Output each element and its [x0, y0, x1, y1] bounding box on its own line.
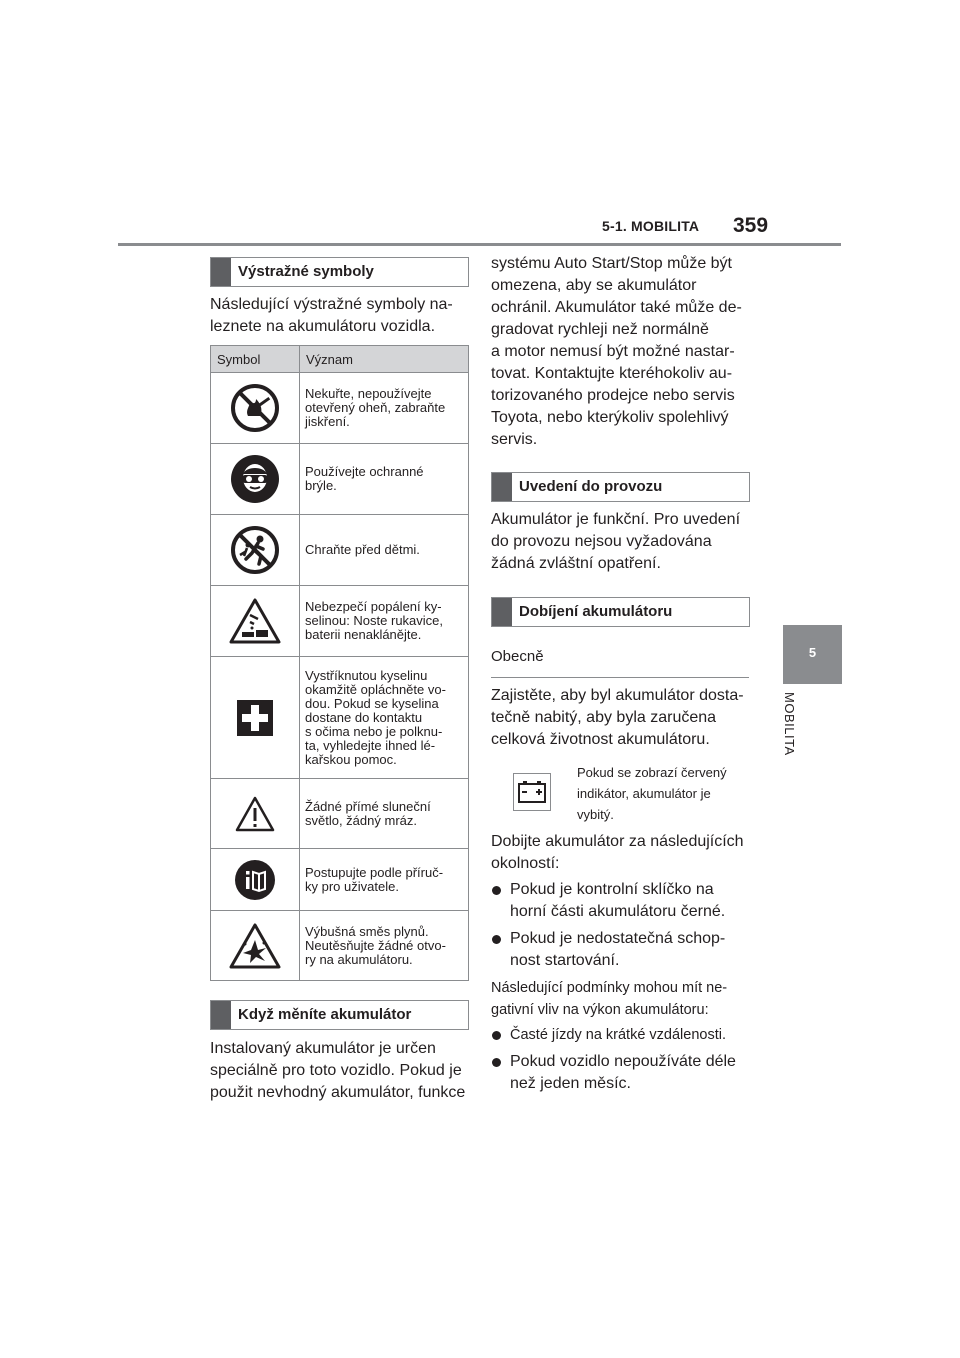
charging-paragraph: Zajistěte, aby byl akumulátor dosta- tečně nabitý, aby byla zaručena celková životnost akumulátoru. [491, 687, 744, 748]
table-row: Používejte ochranné brýle. [211, 444, 469, 515]
col-meaning: Význam [300, 346, 469, 373]
table-row: Vystříknutou kyselinu okamžitě opláchněte vo- dou. Pokud se kyselina dostane do kontaktu s očima nebo je polknu- ta, vyhledejte ihned lé- kařskou pomoc. [211, 657, 469, 779]
symbol-table [210, 345, 469, 981]
battery-icon [514, 774, 550, 810]
manual-icon [235, 860, 275, 900]
intro-paragraph: Následující výstražné symboly na- leznete na akumulátoru vozidla. [210, 296, 453, 335]
charge-conditions-paragraph: Dobijte akumulátor za následujících okolností: [491, 833, 744, 872]
col-symbol: Symbol [211, 346, 300, 373]
subheading-rule [491, 677, 749, 678]
bullet-icon [492, 1031, 501, 1040]
auto-start-stop-paragraph: systému Auto Start/Stop může být omezena, aby se akumulátor ochránil. Akumulátor také může de- gradovat rychleji než normálně a motor nemusí být možné nastar- tovat. Kontaktujte kteréhokoliv au- torizovaného prodejce nebo servis Toyota, nebo kterýkoliv spolehlivý servis. [491, 255, 742, 448]
section-title: 5-1. MOBILITA [602, 218, 700, 234]
table-row: Výbušná směs plynů. Neutěsňujte žádné otvo- ry na akumulátoru. [211, 911, 469, 981]
table-row: Nebezpečí popálení ky- selinou: Noste rukavice, baterii nenaklánějte. [211, 586, 469, 657]
negative-conditions-paragraph: Následující podmínky mohou mít ne- gativní vliv na výkon akumulátoru: [491, 980, 728, 1018]
bullet-icon [492, 886, 501, 895]
heading-replacing-battery: Když měníte akumulátor [210, 1000, 469, 1030]
table-row: Žádné přímé sluneční světlo, žádný mráz. [211, 779, 469, 849]
eye-protection-icon [230, 454, 280, 504]
heading-commissioning: Uvedení do provozu [491, 472, 750, 502]
page-number: 359 [733, 214, 769, 237]
table-row: Postupujte podle příruč- ky pro uživatele. [211, 849, 469, 911]
first-aid-icon [237, 700, 273, 736]
table-row: Chraňte před dětmi. [211, 515, 469, 586]
replacing-paragraph: Instalovaný akumulátor je určen speciálně pro toto vozidlo. Pokud je použit nevhodný akumulátor, funkce [210, 1040, 466, 1101]
subheading-general: Obecně [491, 648, 544, 665]
warning-triangle-icon [235, 796, 275, 832]
corrosive-warning-icon [228, 597, 282, 645]
keep-away-children-icon [230, 525, 280, 575]
explosive-warning-icon [228, 922, 282, 970]
commissioning-paragraph: Akumulátor je funkční. Pro uvedení do provozu nejsou vyžadována žádná zvláštní opatření. [491, 511, 741, 572]
chapter-number: 5 [808, 645, 817, 660]
battery-indicator-box [513, 773, 551, 811]
heading-warning-symbols: Výstražné symboly [210, 257, 469, 287]
indicator-description: Pokud se zobrazí červený indikátor, akumulátor je vybitý. [577, 765, 727, 822]
bullet-icon [492, 1058, 501, 1067]
header-rule [118, 243, 841, 246]
bullet-icon [492, 935, 501, 944]
no-fire-icon [230, 383, 280, 433]
table-row: Nekuřte, nepoužívejte otevřený oheň, zabraňte jiskření. [211, 373, 469, 444]
chapter-label: MOBILITA [782, 692, 797, 756]
table-header-row [211, 346, 469, 373]
heading-charging: Dobíjení akumulátoru [491, 597, 750, 627]
